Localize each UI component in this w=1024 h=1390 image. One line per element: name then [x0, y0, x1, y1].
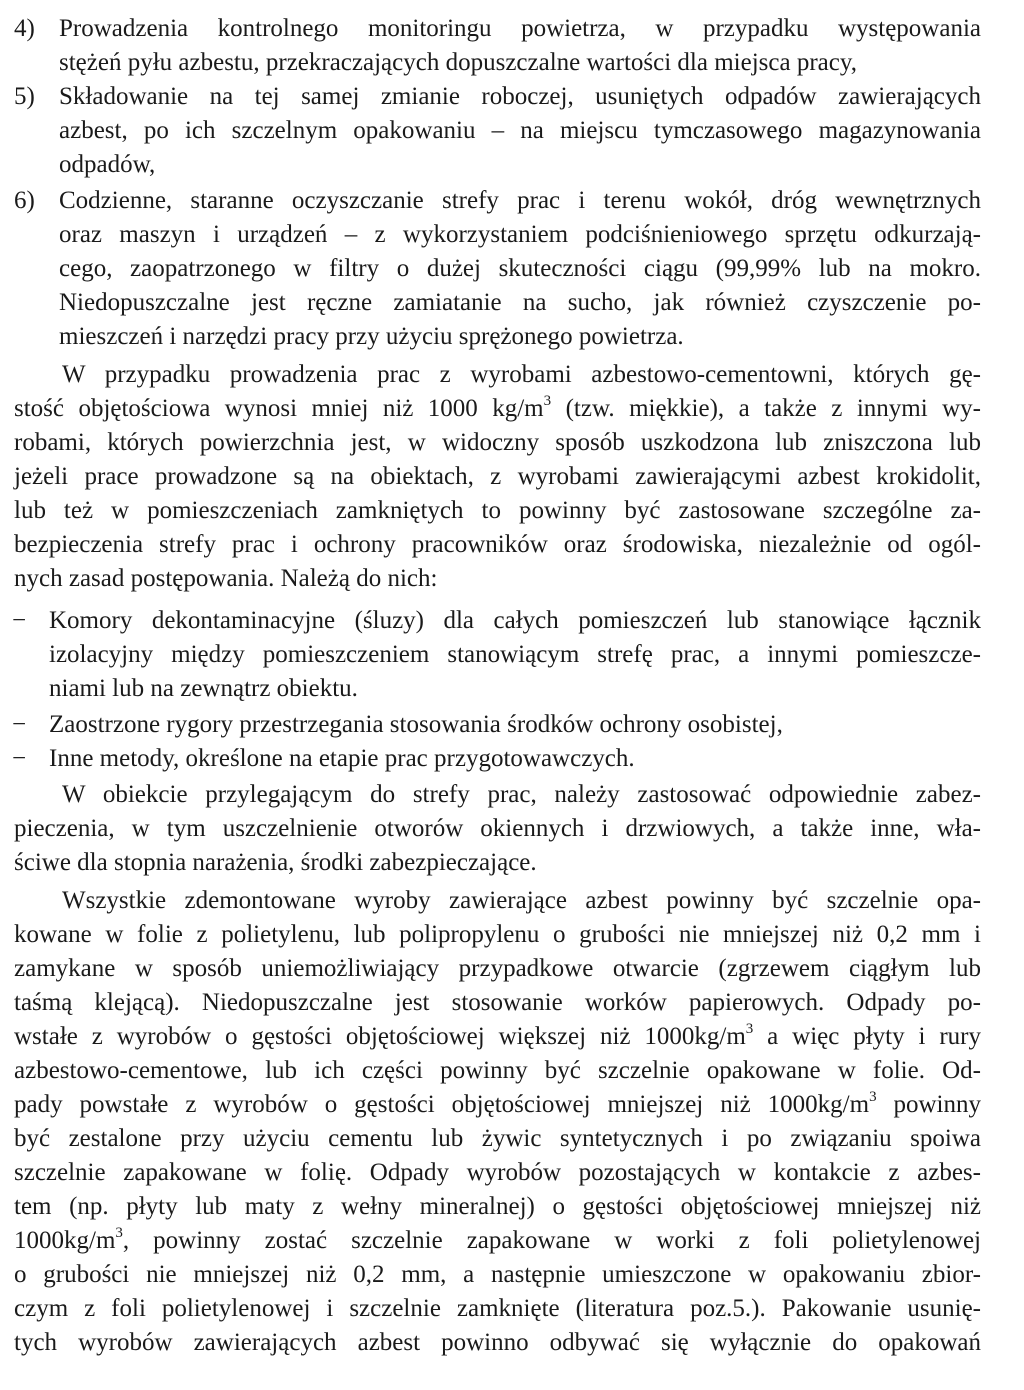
text-line: jeżeli prace prowadzone są na obiektach, z wyrobami zawierającymi azbest krokidolit, [14, 463, 981, 490]
text-line: Zaostrzone rygory przestrzegania stosowania środków ochrony osobistej, [49, 711, 783, 738]
text-line: być zestalone przy użyciu cementu lub żywic syntetycznych i po związaniu spoiwa [14, 1125, 981, 1152]
superscript: 3 [869, 1088, 877, 1105]
superscript: 3 [745, 1020, 754, 1037]
text-line: azbest, po ich szczelnym opakowaniu – na miejscu tymczasowego magazynowania [59, 117, 981, 144]
text-line: ściwe dla stopnia narażenia, środki zabezpieczające. [14, 849, 537, 876]
text-line: odpadów, [59, 151, 156, 178]
text-line: pady powstałe z wyrobów o gęstości objętościowej mniejszej niż $1000kg/m^3$ powinny [14, 1088, 981, 1118]
text-line: niami lub na zewnątrz obiektu. [49, 675, 358, 702]
text-line: azbestowo-cementowe, lub ich części powinny być szczelnie opakowane w folie. Od- [14, 1057, 981, 1084]
text-line: cego, zaopatrzonego w filtry o dużej skuteczności ciągu (99,99% lub na mokro. [59, 255, 981, 282]
text-line: taśmą klejącą). Niedopuszczalne jest stosowanie worków papierowych. Odpady po- [14, 989, 981, 1016]
text-line: Prowadzenia kontrolnego monitoringu powietrza, w przypadku występowania [59, 15, 981, 42]
text-line: mieszczeń i narzędzi pracy przy użyciu sprężonego powietrza. [59, 323, 684, 350]
dash-bullet: − [12, 607, 27, 634]
text-line: bezpieczenia strefy prac i ochrony pracowników oraz środowiska, niezależnie od ogól- [14, 531, 981, 558]
text-line: tych wyrobów zawierających azbest powinno odbywać się wyłącznie do opakowań [14, 1329, 981, 1356]
text-line: stość objętościowa wynosi mniej niż 1000 $kg/m^3$ (tzw. miękkie), a także z innymi wy- [14, 392, 981, 422]
dash-bullet: − [12, 711, 27, 738]
text-line: czym z foli polietylenowej i szczelnie zamknięte (literatura poz.5.). Pakowanie usunię- [14, 1295, 981, 1322]
text-line: wstałe z wyrobów o gęstości objętościowej większej niż $1000kg/m^3$ a więc płyty i rury [14, 1020, 981, 1050]
text-line: szczelnie zapakowane w folię. Odpady wyrobów pozostających w kontakcie z azbes- [14, 1159, 981, 1186]
text-line: Wszystkie zdemontowane wyroby zawierające azbest powinny być szczelnie opa- [62, 887, 981, 914]
text-line: $1000kg/m^3$, powinny zostać szczelnie zapakowane w worki z foli polietylenowej [14, 1224, 981, 1254]
list-number: 4) [14, 15, 35, 42]
text-line: Komory dekontaminacyjne (śluzy) dla całych pomieszczeń lub stanowiące łącznik [49, 607, 981, 634]
text-line: o grubości nie mniejszej niż 0,2 mm, a następnie umieszczone w opakowaniu zbior- [14, 1261, 981, 1288]
superscript: 3 [543, 392, 552, 409]
text-line: Codzienne, staranne oczyszczanie strefy prac i terenu wokół, dróg wewnętrznych [59, 187, 981, 214]
text-line: robami, których powierzchnia jest, w widoczny sposób uszkodzona lub zniszczona lub [14, 429, 981, 456]
superscript: 3 [115, 1224, 123, 1241]
text-line: kowane w folie z polietylenu, lub polipropylenu o grubości nie mniejszej niż 0,2 mm i [14, 921, 981, 948]
text-line: Składowanie na tej samej zmianie roboczej, usuniętych odpadów zawierających [59, 83, 981, 110]
text-line: W przypadku prowadzenia prac z wyrobami azbestowo-cementowni, których gę- [62, 361, 981, 388]
list-number: 6) [14, 187, 35, 214]
text-line: Inne metody, określone na etapie prac przygotowawczych. [49, 745, 635, 772]
text-line: tem (np. płyty lub maty z wełny mineralnej) o gęstości objętościowej mniejszej niż [14, 1193, 981, 1220]
text-line: Niedopuszczalne jest ręczne zamiatanie na sucho, jak również czyszczenie po- [59, 289, 981, 316]
text-line: pieczenia, w tym uszczelnienie otworów okiennych i drzwiowych, a także inne, wła- [14, 815, 981, 842]
text-line: nych zasad postępowania. Należą do nich: [14, 565, 438, 592]
list-number: 5) [14, 83, 35, 110]
text-line: zamykane w sposób uniemożliwiający przypadkowe otwarcie (zgrzewem ciągłym lub [14, 955, 981, 982]
text-line: lub też w pomieszczeniach zamkniętych to powinny być zastosowane szczególne za- [14, 497, 981, 524]
text-line: oraz maszyn i urządzeń – z wykorzystaniem podciśnieniowego sprzętu odkurzają- [59, 221, 981, 248]
text-line: W obiekcie przylegającym do strefy prac, należy zastosować odpowiednie zabez- [62, 781, 981, 808]
text-line: stężeń pyłu azbestu, przekraczających dopuszczalne wartości dla miejsca pracy, [59, 49, 857, 76]
text-line: izolacyjny między pomieszczeniem stanowiącym strefę prac, a innymi pomieszcze- [49, 641, 981, 668]
dash-bullet: − [12, 745, 27, 772]
